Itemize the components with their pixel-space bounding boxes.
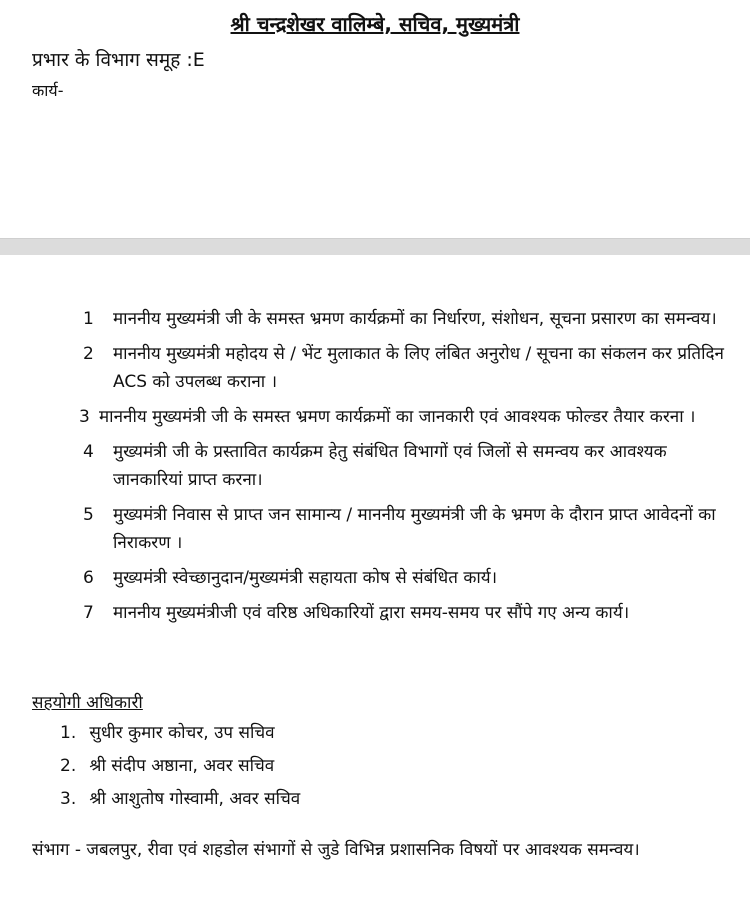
- task-item-4: [83, 438, 733, 494]
- task-item-5: [83, 501, 733, 557]
- task-item-2: [83, 340, 733, 396]
- officer-name: सुधीर कुमार कोचर, उप सचिव: [89, 723, 275, 743]
- work-label: कार्य-: [32, 81, 64, 100]
- task-item-1: [83, 305, 733, 333]
- page-header-section: [0, 0, 750, 238]
- task-number: 4: [83, 442, 94, 462]
- officer-item-1: [60, 718, 300, 748]
- task-text: माननीय मुख्यमंत्रीजी एवं वरिष्ठ अधिकारियों द्वारा समय-समय पर सौंपे गए अन्य कार्य।: [113, 603, 630, 623]
- task-item-3: [79, 403, 733, 431]
- task-number: 2: [83, 344, 94, 364]
- task-text: माननीय मुख्यमंत्री जी के समस्त भ्रमण कार्यक्रमों का जानकारी एवं आवश्यक फोल्डर तैयार करना ।: [99, 407, 696, 427]
- task-number: 5: [83, 505, 94, 525]
- officer-item-2: [60, 751, 300, 781]
- task-item-7: [83, 599, 733, 627]
- task-text: मुख्यमंत्री जी के प्रस्तावित कार्यक्रम हेतु संबंधित विभागों एवं जिलों से समन्वय कर आवश्यक जानकारियां प्राप्त करना।: [113, 442, 667, 490]
- task-text: माननीय मुख्यमंत्री महोदय से / भेंट मुलाकात के लिए लंबित अनुरोध / सूचना का संकलन कर प्रतिदिन ACS को उपलब्ध कराना ।: [113, 344, 724, 392]
- officer-name: श्री संदीप अष्ठाना, अवर सचिव: [89, 756, 275, 776]
- officer-number: 2.: [60, 756, 77, 776]
- task-text: मुख्यमंत्री स्वेच्छानुदान/मुख्यमंत्री सहायता कोष से संबंधित कार्य।: [113, 568, 498, 588]
- task-text: मुख्यमंत्री निवास से प्राप्त जन सामान्य / माननीय मुख्यमंत्री जी के भ्रमण के दौरान प्राप्त आवेदनों का निराकरण ।: [113, 505, 716, 553]
- task-number: 1: [83, 309, 94, 329]
- officer-name: श्री आशुतोष गोस्वामी, अवर सचिव: [89, 789, 301, 809]
- division-note: संभाग - जबलपुर, रीवा एवं शहडोल संभागों से जुडे विभिन्न प्रशासनिक विषयों पर आवश्यक समन्वय।: [32, 840, 640, 860]
- task-number: 6: [83, 568, 94, 588]
- task-number: 7: [83, 603, 94, 623]
- page-divider: [0, 238, 750, 255]
- department-group-label: प्रभार के विभाग समूह :E: [32, 49, 205, 71]
- officers-heading: सहयोगी अधिकारी: [32, 693, 143, 713]
- officer-item-3: [60, 784, 300, 814]
- page-title: श्री चन्द्रशेखर वालिम्बे, सचिव, मुख्यमंत्री: [230, 12, 520, 36]
- task-text: माननीय मुख्यमंत्री जी के समस्त भ्रमण कार्यक्रमों का निर्धारण, संशोधन, सूचना प्रसारण का समन्वय।: [113, 309, 717, 329]
- officer-number: 3.: [60, 789, 77, 809]
- officer-number: 1.: [60, 723, 77, 743]
- task-item-6: [83, 564, 733, 592]
- officer-list: [60, 718, 300, 817]
- task-list: [79, 305, 733, 634]
- task-number: 3: [79, 407, 90, 427]
